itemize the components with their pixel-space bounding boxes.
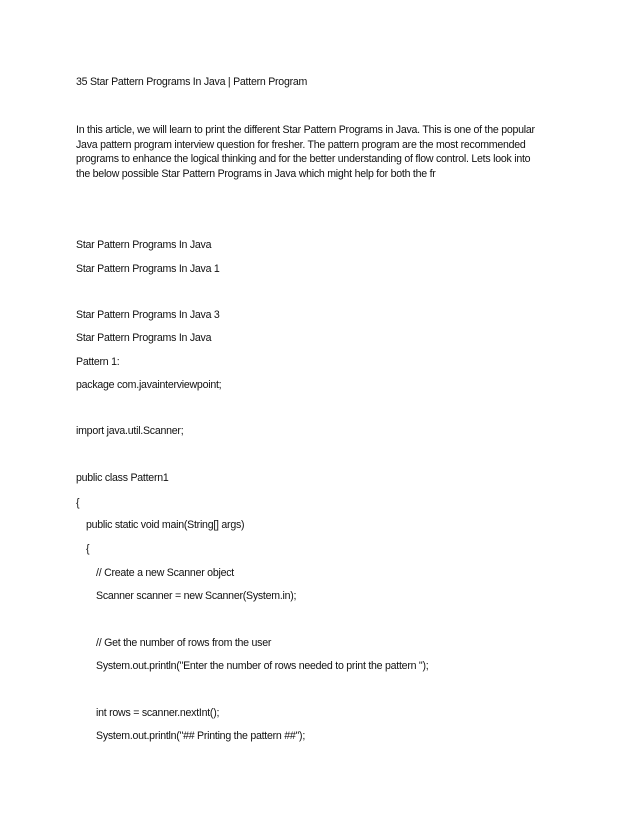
intro-line: Java pattern program interview question for fresher. The pattern program are the most recommended xyxy=(76,138,526,151)
intro-line: programs to enhance the logical thinking and for the better understanding of flow control. Lets look into xyxy=(76,153,531,166)
code-line: public class Pattern1 xyxy=(76,472,169,484)
code-line: System.out.println("## Printing the pattern ##"); xyxy=(96,730,306,742)
code-line: System.out.println("Enter the number of rows needed to print the pattern "); xyxy=(96,660,429,672)
code-line: // Get the number of rows from the user xyxy=(96,637,272,649)
image-caption: Star Pattern Programs In Java 1 xyxy=(76,263,220,275)
code-line: { xyxy=(76,497,80,509)
intro-paragraph xyxy=(76,123,576,181)
code-line: import java.util.Scanner; xyxy=(76,425,184,437)
code-line: { xyxy=(86,543,90,555)
code-line: Scanner scanner = new Scanner(System.in); xyxy=(96,590,297,602)
intro-line: In this article, we will learn to print the different Star Pattern Programs in Java. This is one of the popular xyxy=(76,124,535,136)
intro-line: the below possible Star Pattern Programs in Java which might help for both the fr xyxy=(76,167,436,180)
document-title: 35 Star Pattern Programs In Java | Pattern Program xyxy=(76,76,308,88)
code-line: package com.javainterviewpoint; xyxy=(76,379,222,391)
image-caption: Star Pattern Programs In Java 3 xyxy=(76,309,220,321)
code-line: int rows = scanner.nextInt(); xyxy=(96,707,220,719)
code-line: public static void main(String[] args) xyxy=(86,519,245,531)
image-caption: Star Pattern Programs In Java xyxy=(76,332,212,344)
code-line: // Create a new Scanner object xyxy=(96,567,234,579)
image-caption: Star Pattern Programs In Java xyxy=(76,239,212,251)
pattern-heading: Pattern 1: xyxy=(76,356,120,368)
